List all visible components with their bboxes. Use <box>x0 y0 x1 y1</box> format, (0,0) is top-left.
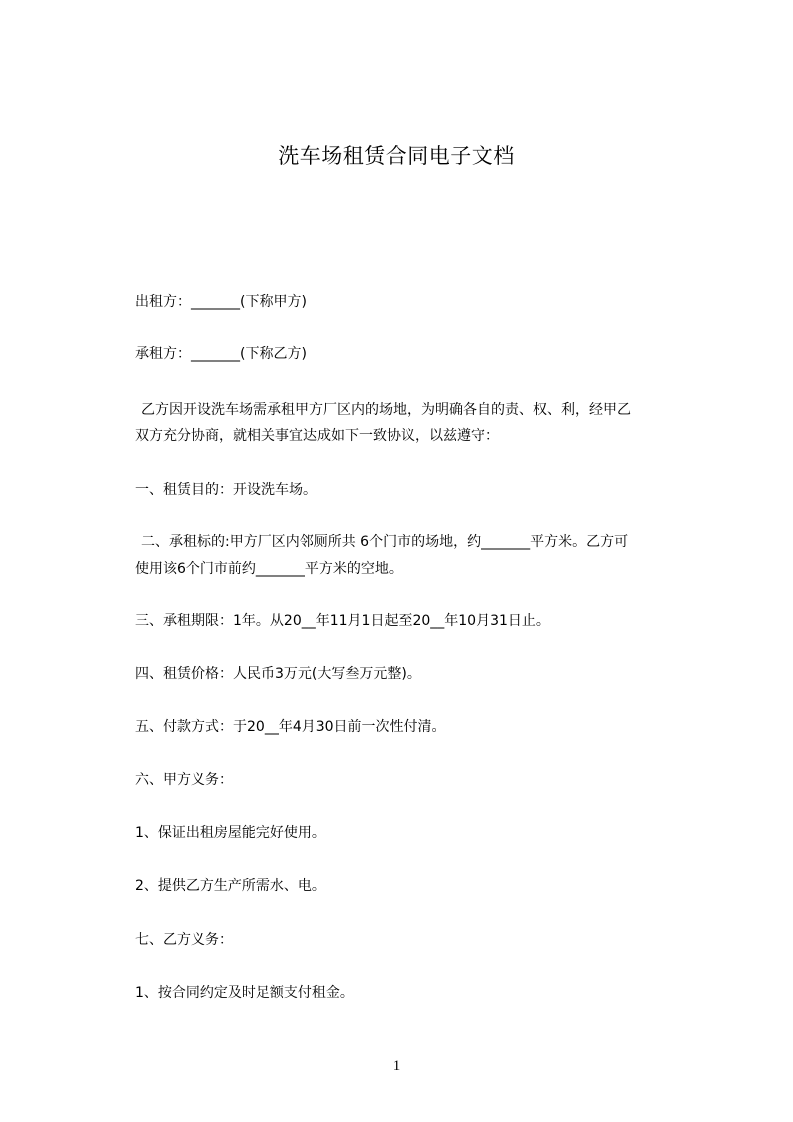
clause-3: 三、承租期限：1年。从20__年11月1日起至20__年10月31日止。 <box>135 613 550 629</box>
clause-2-line-1: 二、承租标的:甲方厂区内邻厕所共 6个门市的场地，约_______平方米。乙方可 <box>141 534 629 550</box>
page-number: 1 <box>392 1058 401 1074</box>
clause-5: 五、付款方式：于20__年4月30日前一次性付清。 <box>135 719 446 735</box>
clause-6-item-2: 2、提供乙方生产所需水、电。 <box>135 878 326 894</box>
clause-6-heading: 六、甲方义务： <box>135 772 233 788</box>
clause-7-heading: 七、乙方义务： <box>135 932 233 948</box>
intro-line-1: 乙方因开设洗车场需承租甲方厂区内的场地，为明确各自的责、权、利，经甲乙 <box>141 402 631 418</box>
clause-2-line-2: 使用该6个门市前约_______平方米的空地。 <box>135 561 403 577</box>
document-title: 洗车场租赁合同电子文档 <box>278 144 515 168</box>
clause-7-item-1: 1、按合同约定及时足额支付租金。 <box>135 985 354 1001</box>
lessor-line: 出租方：_______(下称甲方) <box>135 294 307 310</box>
lessee-line: 承租方：_______(下称乙方) <box>135 346 307 362</box>
clause-1: 一、租赁目的：开设洗车场。 <box>135 482 317 498</box>
clause-6-item-1: 1、保证出租房屋能完好使用。 <box>135 825 326 841</box>
intro-line-2: 双方充分协商，就相关事宜达成如下一致协议，以兹遵守： <box>135 428 499 444</box>
clause-4: 四、租赁价格：人民币3万元(大写叁万元整)。 <box>135 666 421 682</box>
